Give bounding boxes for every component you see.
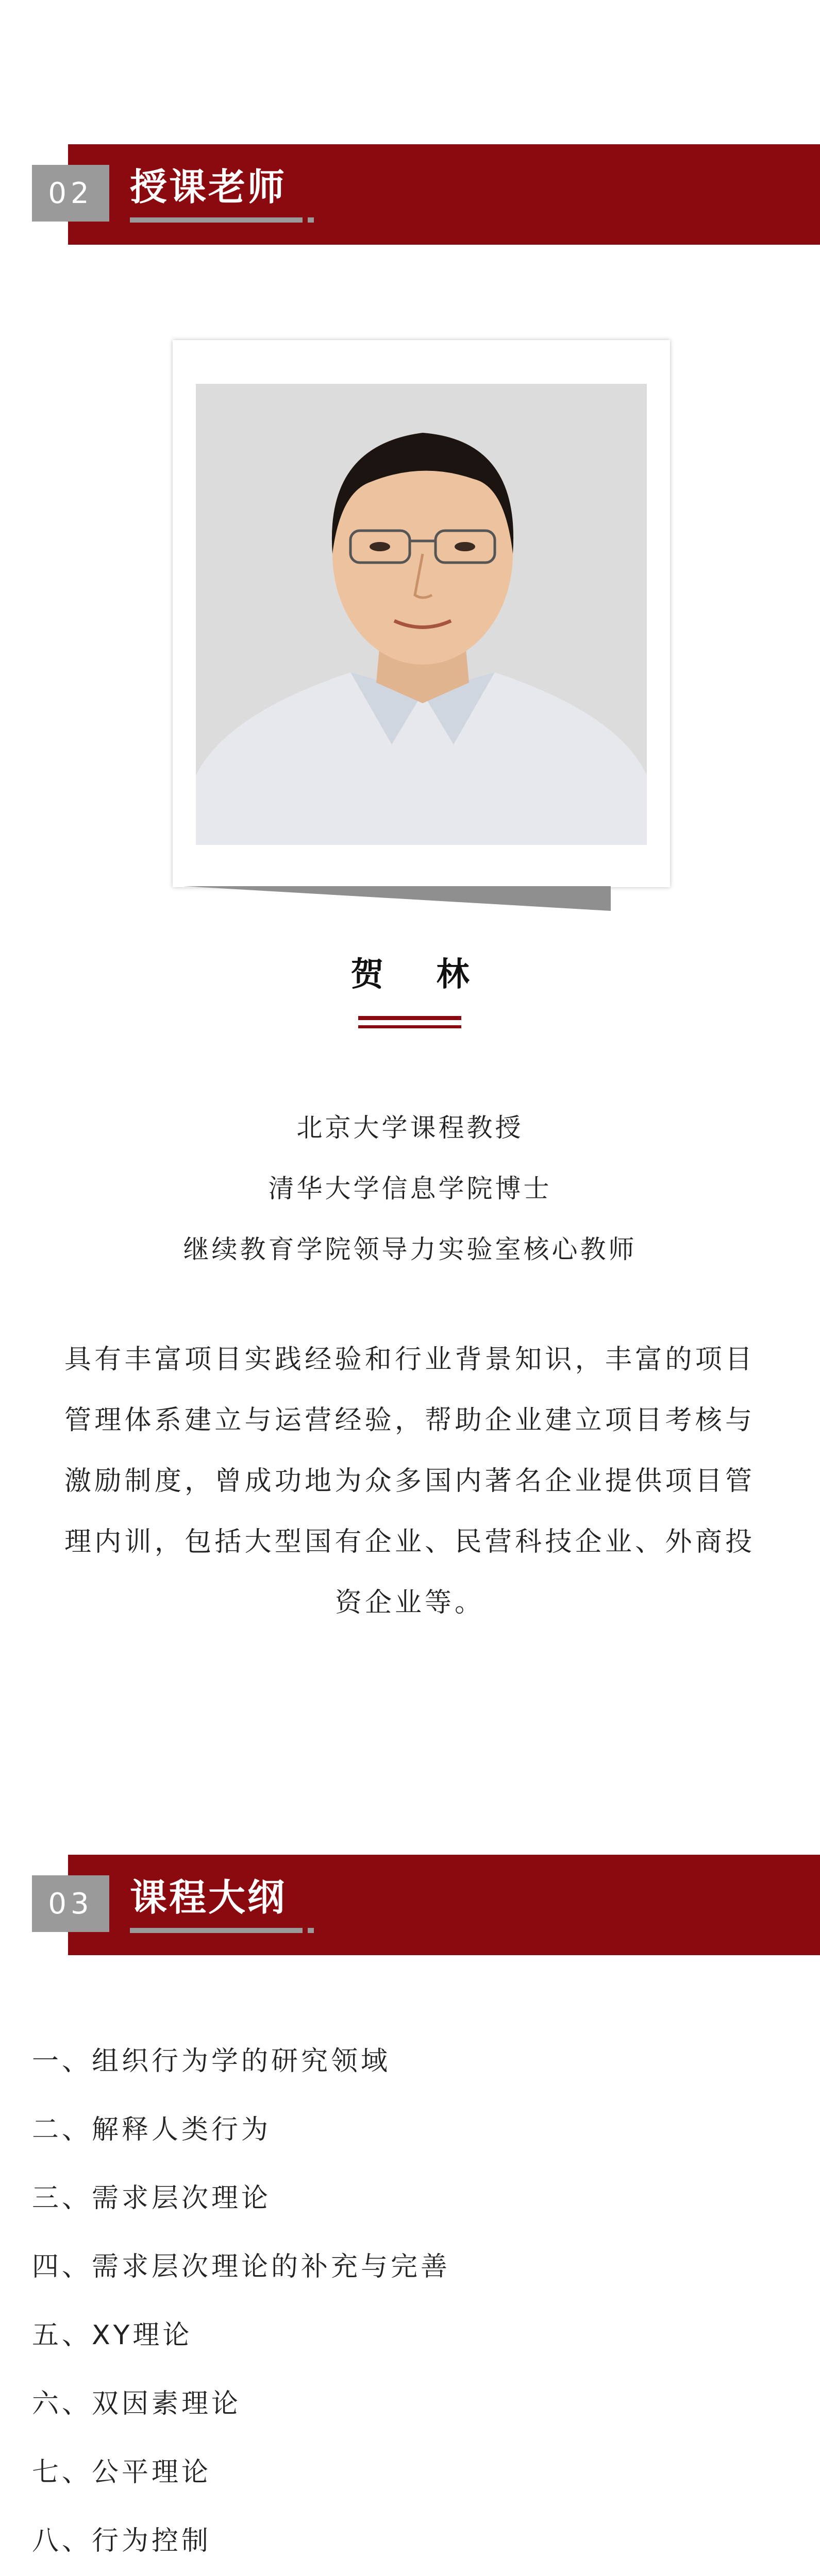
outline-item: 四、需求层次理论的补充与完善 <box>32 2251 451 2282</box>
teacher-title-line: 清华大学信息学院博士 <box>268 1174 552 1204</box>
header-underline-dot <box>308 1928 314 1933</box>
teacher-bio: 具有丰富项目实践经验和行业背景知识，丰富的项目管理体系建立与运营经验，帮助企业建立项目考核与激励制度，曾成功地为众多国内著名企业提供项目管理内训，包括大型国有企业、民营科技企业、外商投资企业等。 <box>64 1344 755 1618</box>
teacher-photo-frame <box>173 340 670 887</box>
course-outline-list <box>32 2027 450 2575</box>
section-header-outline <box>32 1855 791 1955</box>
section-title: 授课老师 <box>130 165 287 209</box>
name-underline-bottom <box>358 1025 461 1028</box>
section-number: 03 <box>32 1875 109 1932</box>
name-underline-top <box>358 1016 461 1020</box>
teacher-title-line: 北京大学课程教授 <box>296 1113 524 1143</box>
header-underline-dot <box>308 217 314 223</box>
outline-item: 八、行为控制 <box>32 2526 212 2556</box>
teacher-titles <box>0 1097 820 1280</box>
photo-shadow <box>183 886 611 911</box>
outline-item: 二、解释人类行为 <box>32 2114 272 2145</box>
section-header-teacher <box>32 144 791 245</box>
header-underline <box>130 217 303 223</box>
outline-item: 六、双因素理论 <box>32 2388 242 2419</box>
teacher-title-line: 继续教育学院领导力实验室核心教师 <box>183 1234 637 1264</box>
section-number: 02 <box>32 165 109 222</box>
teacher-name: 贺 林 <box>350 956 490 994</box>
teacher-photo <box>196 384 647 845</box>
outline-item: 三、需求层次理论 <box>32 2183 272 2214</box>
outline-item: 五、XY理论 <box>32 2320 193 2351</box>
section-title: 课程大纲 <box>130 1876 287 1919</box>
header-underline <box>130 1928 303 1933</box>
outline-item: 七、公平理论 <box>32 2457 212 2488</box>
portrait-illustration <box>196 384 647 845</box>
outline-item: 一、组织行为学的研究领域 <box>32 2046 391 2077</box>
